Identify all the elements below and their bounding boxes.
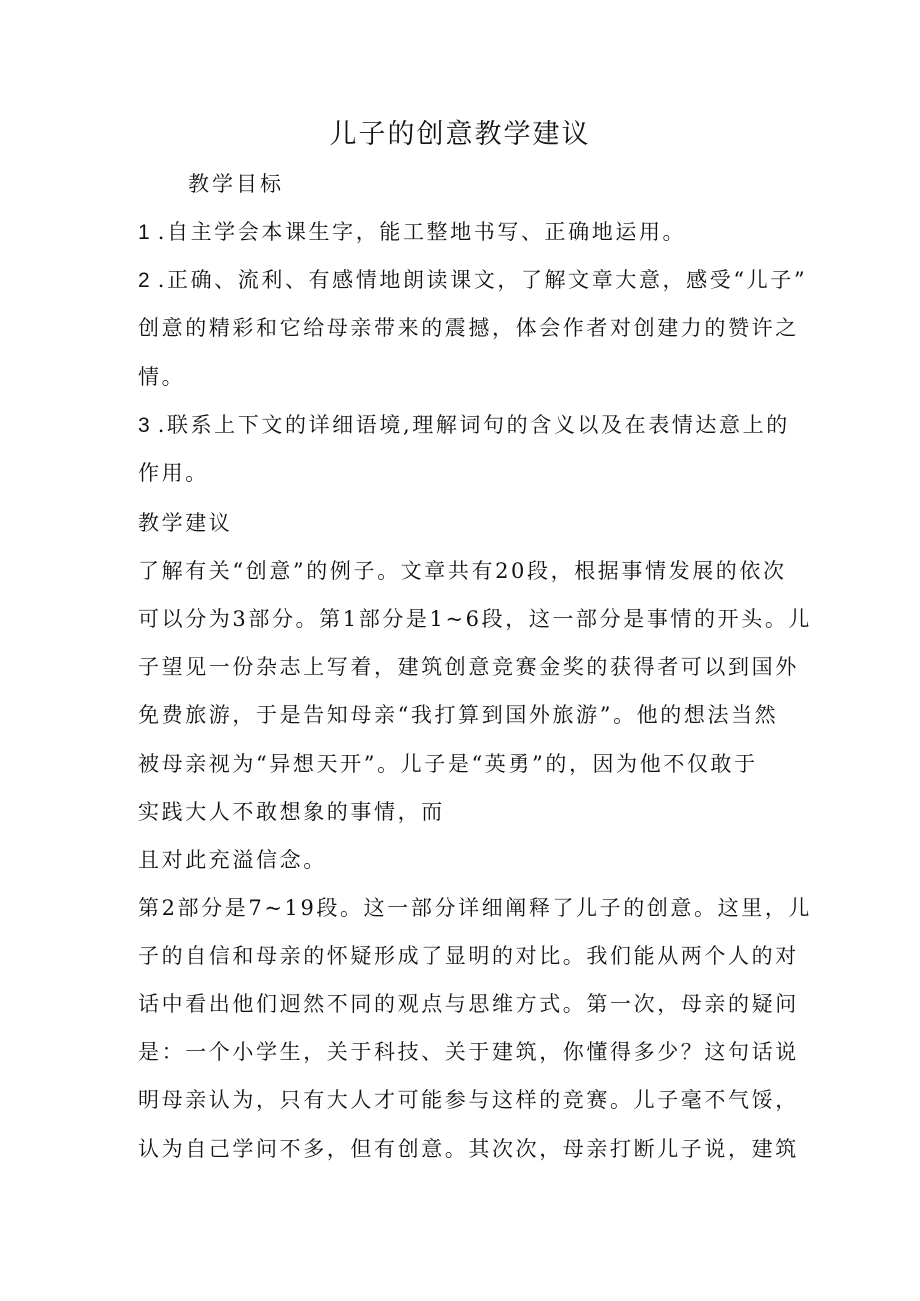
paragraph-line: 免费旅游，于是告知母亲“我打算到国外旅游”。他的想法当然	[138, 703, 779, 727]
paragraph-line: 是：一个小学生，关于科技、关于建筑，你懂得多少？这句话说	[138, 1040, 799, 1064]
goal-number: 3	[138, 414, 150, 437]
paragraph-line: 话中看出他们迥然不同的观点与思维方式。第一次，母亲的疑问	[138, 992, 799, 1016]
goal-number: 2	[138, 269, 150, 292]
paragraph-line: 实践大人不敢想象的事情，而	[138, 800, 445, 824]
goals-heading: 教学目标	[188, 172, 284, 196]
document-title: 儿子的创意教学建议	[329, 119, 591, 150]
goal-item-2	[138, 264, 808, 294]
paragraph-line: 明母亲认为，只有大人才可能参与这样的竞赛。儿子毫不气馁，	[138, 1088, 799, 1112]
paragraph-line: 可以分为3部分。第1部分是1~6段，这一部分是事情的开头。儿	[138, 607, 813, 631]
goal-text-line: 情。	[138, 365, 186, 389]
goal-item-3	[138, 409, 788, 439]
paragraph-line: 子望见一份杂志上写着，建筑创意竞赛金奖的获得者可以到国外	[138, 655, 799, 679]
goal-text: .自主学会本课生字，能工整地书写、正确地运用。	[157, 220, 687, 244]
paragraph-line: 且对此充溢信念。	[138, 848, 327, 872]
goal-number: 1	[138, 221, 150, 244]
paragraph-line: 认为自己学问不多，但有创意。其次次，母亲打断儿子说，建筑	[138, 1137, 799, 1161]
goal-text: .联系上下文的详细语境,理解词句的含义以及在表情达意上的	[157, 413, 790, 437]
paragraph-line: 第2部分是7~19段。这一部分详细阐释了儿子的创意。这里，儿	[138, 896, 813, 920]
paragraph-line: 了解有关“创意”的例子。文章共有20段，根据事情发展的依次	[138, 559, 787, 583]
goal-text: .正确、流利、有感情地朗读课文，了解文章大意，感受“儿子”	[157, 268, 808, 292]
goal-text-line: 创意的精彩和它给母亲带来的震撼，体会作者对创建力的赞许之	[138, 316, 799, 340]
paragraph-line: 被母亲视为“异想天开”。儿子是“英勇”的，因为他不仅敢于	[138, 752, 758, 776]
goal-text-line: 作用。	[138, 461, 209, 485]
paragraph-line: 子的自信和母亲的怀疑形成了显明的对比。我们能从两个人的对	[138, 944, 799, 968]
goal-item-1	[138, 216, 788, 246]
suggestions-heading: 教学建议	[138, 511, 233, 535]
